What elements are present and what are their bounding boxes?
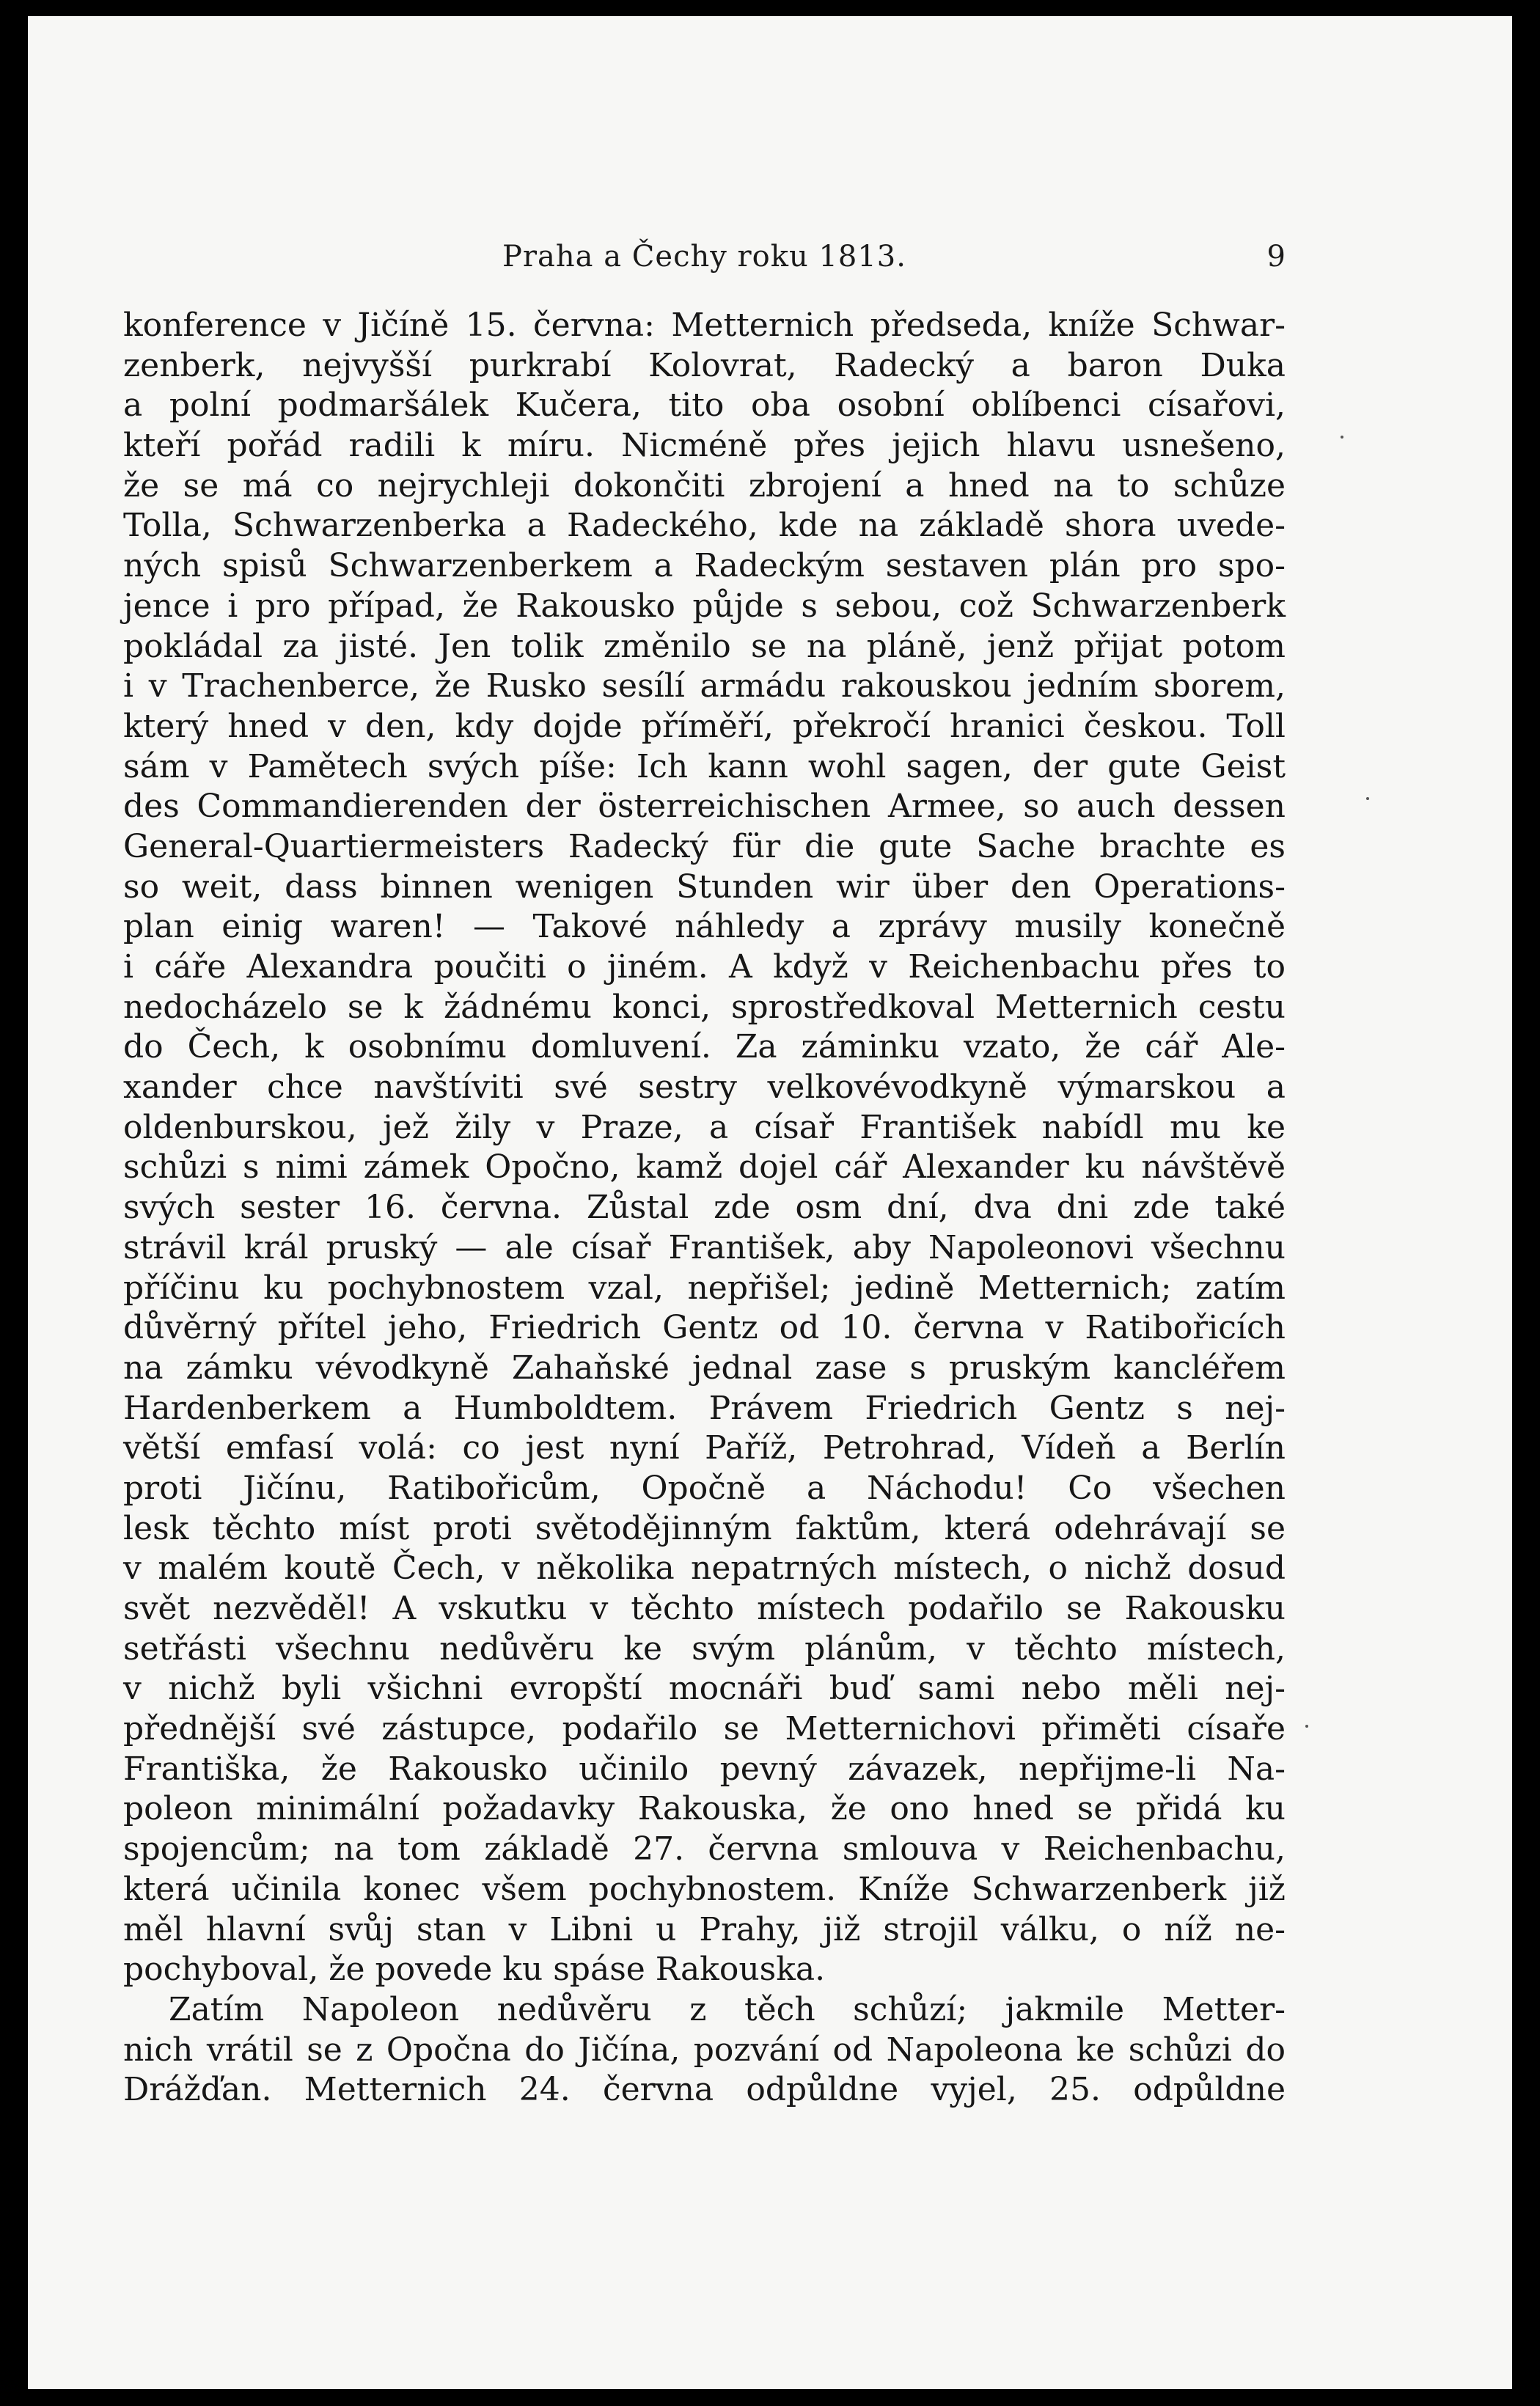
text-line: jence i pro případ, že Rakousko půjde s sebou, což Schwarzenberk: [123, 587, 1286, 625]
running-title: Praha a Čechy roku 1813.: [502, 240, 906, 274]
text-line: nedocházelo se k žádnému konci, sprostředkoval Metternich cestu: [123, 988, 1286, 1026]
text-line: i cáře Alexandra poučiti o jiném. A když v Reichenbachu přes to: [123, 948, 1286, 986]
text-line: oldenburskou, jež žily v Praze, a císař František nabídl mu ke: [123, 1108, 1286, 1146]
text-line: že se má co nejrychleji dokončiti zbrojení a hned na to schůze: [123, 466, 1286, 505]
text-line: General-Quartiermeisters Radecký für die gute Sache brachte es: [123, 827, 1286, 865]
text-line: Tolla, Schwarzenberka a Radeckého, kde na základě shora uvede-: [123, 507, 1286, 545]
text-line: do Čech, k osobnímu domluvení. Za záminku vzato, že cář Ale-: [123, 1028, 1286, 1066]
scanned-page: [28, 16, 1512, 2389]
scan-speck: [1305, 1725, 1308, 1728]
text-line: kteří pořád radili k míru. Nicméně přes jejich hlavu usnešeno,: [123, 427, 1286, 465]
scan-speck: [1366, 797, 1369, 800]
text-line: konference v Jičíně 15. června: Metternich předseda, kníže Schwar-: [123, 307, 1286, 344]
text-line: i v Trachenberce, že Rusko sesílí armádu rakouskou jedním sborem,: [123, 667, 1286, 705]
text-line: lesk těchto míst proti světodějinným faktům, která odehrávají se: [123, 1509, 1286, 1547]
text-line: poleon minimální požadavky Rakouska, že ono hned se přidá ku: [123, 1790, 1286, 1828]
text-line: strávil král pruský — ale císař František, aby Napoleonovi všechnu: [123, 1228, 1286, 1266]
text-line: schůzi s nimi zámek Opočno, kamž dojel cář Alexander ku návštěvě: [123, 1148, 1286, 1187]
text-line: Zatím Napoleon nedůvěru z těch schůzí; jakmile Metter-: [169, 1990, 1286, 2028]
text-line: která učinila konec všem pochybnostem. Kníže Schwarzenberk již: [123, 1870, 1286, 1908]
text-line: des Commandierenden der österreichischen Armee, so auch dessen: [123, 788, 1286, 826]
text-line: v nichž byli všichni evropští mocnáři buď sami nebo měli nej-: [123, 1670, 1286, 1708]
text-line: sám v Pamětech svých píše: Ich kann wohl sagen, der gute Geist: [123, 747, 1286, 785]
text-line: so weit, dass binnen wenigen Stunden wir über den Operations-: [123, 868, 1286, 906]
text-line: pochyboval, že povede ku spáse Rakouska.: [123, 1951, 826, 1989]
text-line: Františka, že Rakousko učinilo pevný závazek, nepřijme-li Na-: [123, 1750, 1286, 1788]
text-line: svět nezvěděl! A vskutku v těchto místech podařilo se Rakousku: [123, 1590, 1286, 1627]
text-line: v malém koutě Čech, v několika nepatrných místech, o nichž dosud: [123, 1549, 1286, 1588]
text-line: ných spisů Schwarzenberkem a Radeckým sestaven plán pro spo-: [123, 547, 1286, 585]
page-number: 9: [1266, 240, 1286, 274]
page-header: [123, 240, 1286, 291]
text-line: příčinu ku pochybnostem vzal, nepřišel; jedině Metternich; zatím: [123, 1269, 1286, 1307]
text-line: nich vrátil se z Opočna do Jičína, pozvání od Napoleona ke schůzi do: [123, 2031, 1286, 2069]
text-line: přednější své zástupce, podařilo se Metternichovi přiměti císaře: [123, 1710, 1286, 1748]
text-line: xander chce navštíviti své sestry velkovévodkyně výmarskou a: [123, 1068, 1286, 1107]
scan-speck: [1341, 436, 1343, 439]
text-line: pokládal za jisté. Jen tolik změnilo se na pláně, jenž přijat potom: [123, 627, 1286, 665]
text-line: plan einig waren! — Takové náhledy a zprávy musily konečně: [123, 908, 1286, 946]
text-line: který hned v den, kdy dojde příměří, překročí hranici českou. Toll: [123, 707, 1286, 745]
text-line: spojencům; na tom základě 27. června smlouva v Reichenbachu,: [123, 1830, 1286, 1868]
text-line: na zámku vévodkyně Zahaňské jednal zase s pruským kancléřem: [123, 1349, 1286, 1387]
text-line: důvěrný přítel jeho, Friedrich Gentz od 10. června v Ratibořicích: [123, 1309, 1286, 1347]
text-line: a polní podmaršálek Kučera, tito oba osobní oblíbenci císařovi,: [123, 386, 1286, 425]
text-line: Hardenberkem a Humboldtem. Právem Friedrich Gentz s nej-: [123, 1389, 1286, 1427]
text-line: setřásti všechnu nedůvěru ke svým plánům, v těchto místech,: [123, 1629, 1286, 1668]
text-line: větší emfasí volá: co jest nyní Paříž, Petrohrad, Vídeň a Berlín: [123, 1429, 1286, 1467]
text-line: Drážďan. Metternich 24. června odpůldne vyjel, 25. odpůldne: [123, 2071, 1286, 2109]
text-line: proti Jičínu, Ratibořicům, Opočně a Náchodu! Co všechen: [123, 1469, 1286, 1507]
text-line: svých sester 16. června. Zůstal zde osm dní, dva dni zde také: [123, 1189, 1286, 1227]
text-line: měl hlavní svůj stan v Libni u Prahy, již strojil válku, o níž ne-: [123, 1910, 1286, 1948]
body-text: [123, 306, 1286, 2110]
text-line: zenberk, nejvyšší purkrabí Kolovrat, Radecký a baron Duka: [123, 346, 1286, 384]
